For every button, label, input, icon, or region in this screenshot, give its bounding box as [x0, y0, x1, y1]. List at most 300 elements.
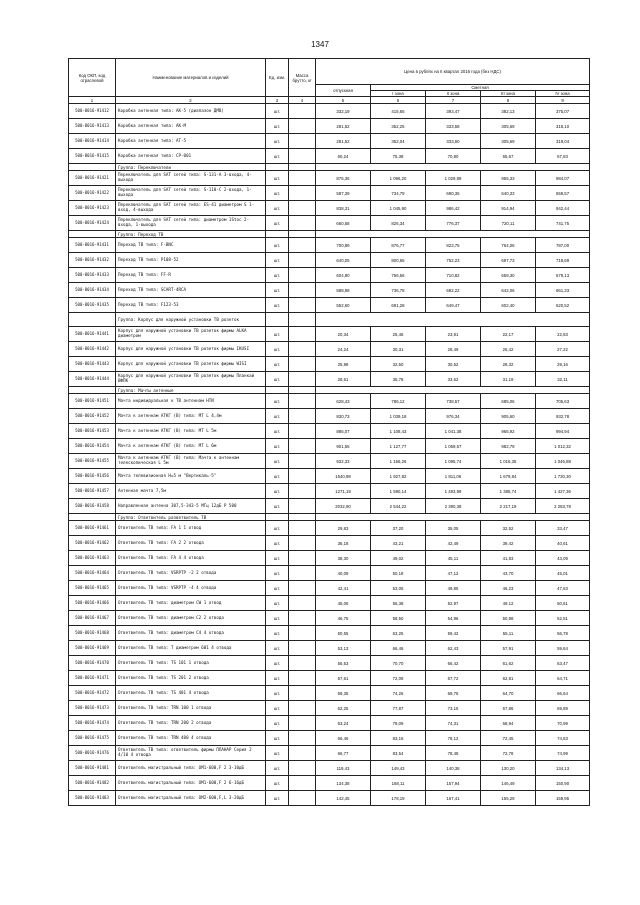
item-code: 500-8016-91443 — [69, 357, 116, 372]
price-zone4: 69,89 — [536, 701, 590, 716]
item-mass — [289, 171, 316, 186]
price-zone4: 932,78 — [536, 409, 590, 424]
price-release: 28,61 — [316, 372, 371, 387]
table-row — [69, 484, 590, 499]
table-row — [69, 566, 590, 581]
item-unit: шт. — [266, 581, 289, 596]
col-number: 8 — [481, 97, 536, 104]
item-unit: шт. — [266, 611, 289, 626]
item-name: Ответвитель магистральный типа: ОМ1-600,F 2 6-16дБ — [116, 776, 266, 791]
price-zone4: 33,47 — [536, 521, 590, 536]
price-release: 40,09 — [316, 566, 371, 581]
item-unit: шт. — [266, 656, 289, 671]
price-zone4: 74,99 — [536, 746, 590, 761]
header-price-title: Цена в рублях на II квартал 2016 года (без НДС) — [316, 59, 590, 85]
col-number: 6 — [371, 97, 426, 104]
price-zone4: 1 012,32 — [536, 439, 590, 454]
item-mass — [289, 439, 316, 454]
price-zone1: 756,56 — [371, 268, 426, 283]
price-zone1: 53,05 — [371, 581, 426, 596]
item-name: Переключатель для SAT сетей типа: ES-41 диаметром S 1-вход, 4-выхода — [116, 201, 266, 216]
item-mass — [289, 134, 316, 149]
table-row — [69, 216, 590, 231]
item-code: 500-8016-91421 — [69, 171, 116, 186]
item-mass — [289, 424, 316, 439]
item-mass — [289, 731, 316, 746]
item-unit: шт. — [266, 342, 289, 357]
price-zone3: 55,11 — [481, 626, 536, 641]
item-mass — [289, 104, 316, 119]
price-zone4: 22,83 — [536, 327, 590, 342]
item-name: Переход ТВ типа: FF-R — [116, 268, 266, 283]
group-mass-cell — [289, 313, 316, 327]
item-mass — [289, 761, 316, 776]
item-mass — [289, 469, 316, 484]
price-zone4: 40,61 — [536, 536, 590, 551]
item-mass — [289, 149, 316, 164]
table-row — [69, 119, 590, 134]
item-name: Мачта к антеннам АТКГ (В) типа: МТ L 6м — [116, 439, 266, 454]
group-price-cell — [316, 313, 590, 327]
price-release: 604,90 — [316, 268, 371, 283]
price-zone1: 32,50 — [371, 357, 426, 372]
price-zone4: 1 046,88 — [536, 454, 590, 469]
item-name: Переход ТВ типа: F123-53 — [116, 298, 266, 313]
price-zone1: 35,78 — [371, 372, 426, 387]
price-zone2: 690,35 — [426, 186, 481, 201]
item-unit: шт. — [266, 469, 289, 484]
item-name: Направленная антенна 307,5-343-5 МГц 12дБ Р 500 — [116, 499, 266, 514]
item-unit: шт. — [266, 283, 289, 298]
item-name: Переключатель для SAT сетей типа: диаметром 1Stoс 2-входа, 1-выхода — [116, 216, 266, 231]
item-unit: шт. — [266, 186, 289, 201]
item-code: 500-8016-91434 — [69, 283, 116, 298]
item-name: Ответвитель ТВ типа: TS 401 4 отвода — [116, 686, 266, 701]
item-unit: шт. — [266, 372, 289, 387]
item-mass — [289, 566, 316, 581]
price-zone4: 47,63 — [536, 581, 590, 596]
item-unit: шт. — [266, 671, 289, 686]
item-name: Корпус для наружной установки ТВ розеток фирмы ALKA диаметром — [116, 327, 266, 342]
item-unit: шт. — [266, 134, 289, 149]
group-row — [69, 164, 590, 171]
group-mass-cell — [289, 514, 316, 521]
table-row — [69, 268, 590, 283]
table-row — [69, 536, 590, 551]
item-mass — [289, 656, 316, 671]
item-name: Ответвитель ТВ типа: диаметром CW 1 отвод — [116, 596, 266, 611]
item-mass — [289, 611, 316, 626]
price-zone1: 178,19 — [371, 791, 426, 806]
price-zone2: 66,42 — [426, 656, 481, 671]
item-name: Ответвитель ТВ типа: VSRPTP -4 4 отвода — [116, 581, 266, 596]
price-release: 50,55 — [316, 626, 371, 641]
price-zone1: 2 544,22 — [371, 499, 426, 514]
price-zone4: 661,33 — [536, 283, 590, 298]
item-code: 500-8016-91431 — [69, 238, 116, 253]
price-release: 24,24 — [316, 342, 371, 357]
price-zone2: 167,41 — [426, 791, 481, 806]
item-code: 500-8016-91474 — [69, 716, 116, 731]
group-name: Группа: Мачты антенные — [116, 387, 266, 394]
price-zone4: 63,47 — [536, 656, 590, 671]
price-zone2: 33,62 — [426, 372, 481, 387]
price-release: 281,52 — [316, 134, 371, 149]
table-row — [69, 641, 590, 656]
header-zone1: I зона — [371, 91, 426, 97]
price-zone4: 67,83 — [536, 149, 590, 164]
price-zone3: 41,83 — [481, 551, 536, 566]
price-zone3: 65,67 — [481, 149, 536, 164]
table-row — [69, 701, 590, 716]
price-zone2: 976,34 — [426, 409, 481, 424]
item-mass — [289, 499, 316, 514]
table-row — [69, 327, 590, 342]
price-zone1: 826,34 — [371, 216, 426, 231]
price-release: 281,52 — [316, 119, 371, 134]
price-release: 700,89 — [316, 238, 371, 253]
item-mass — [289, 536, 316, 551]
price-zone2: 73,15 — [426, 701, 481, 716]
price-zone3: 720,11 — [481, 216, 536, 231]
price-zone2: 69,76 — [426, 686, 481, 701]
table-row — [69, 201, 590, 216]
price-zone3: 955,33 — [481, 171, 536, 186]
item-code: 500-8016-91455 — [69, 454, 116, 469]
item-mass — [289, 484, 316, 499]
item-code: 500-8016-91452 — [69, 409, 116, 424]
item-code: 500-8016-91476 — [69, 746, 116, 761]
table-row — [69, 253, 590, 268]
item-code: 500-8016-91424 — [69, 216, 116, 231]
price-zone1: 63,25 — [371, 626, 426, 641]
price-release: 587,39 — [316, 186, 371, 201]
price-release: 2032,90 — [316, 499, 371, 514]
item-unit: шт. — [266, 454, 289, 469]
price-zone1: 83,15 — [371, 731, 426, 746]
item-code: 500-8016-91471 — [69, 671, 116, 686]
price-zone4: 984,07 — [536, 171, 590, 186]
item-code: 500-8016-91462 — [69, 536, 116, 551]
item-code: 500-8016-91466 — [69, 596, 116, 611]
price-release: 588,98 — [316, 283, 371, 298]
price-zone1: 66,46 — [371, 641, 426, 656]
table-row — [69, 149, 590, 164]
price-zone3: 982,79 — [481, 439, 536, 454]
price-zone4: 718,69 — [536, 253, 590, 268]
item-unit: шт. — [266, 551, 289, 566]
price-zone3: 155,29 — [481, 791, 536, 806]
price-release: 1540,98 — [316, 469, 371, 484]
price-release: 66,46 — [316, 731, 371, 746]
price-zone4: 43,09 — [536, 551, 590, 566]
price-zone1: 352,04 — [371, 134, 426, 149]
item-mass — [289, 521, 316, 536]
price-zone1: 74,26 — [371, 686, 426, 701]
col-number: 2 — [116, 97, 266, 104]
item-code: 500-8016-91457 — [69, 484, 116, 499]
price-zone3: 764,06 — [481, 238, 536, 253]
price-zone2: 70,80 — [426, 149, 481, 164]
group-mass-cell — [289, 231, 316, 238]
price-zone1: 30,31 — [371, 342, 426, 357]
price-zone3: 64,70 — [481, 686, 536, 701]
price-zone4: 659,57 — [536, 186, 590, 201]
item-code: 500-8016-91441 — [69, 327, 116, 342]
col-number: 5 — [316, 97, 371, 104]
item-name: Ответвитель ТВ типа: FA 2 2 отвода — [116, 536, 266, 551]
item-name: Мачта телевизионная Н=5 м "Вертикаль-5" — [116, 469, 266, 484]
group-unit-cell — [266, 164, 289, 171]
price-release: 45,06 — [316, 596, 371, 611]
price-zone1: 72,09 — [371, 671, 426, 686]
price-zone4: 741,75 — [536, 216, 590, 231]
item-mass — [289, 327, 316, 342]
item-mass — [289, 626, 316, 641]
item-unit: шт. — [266, 253, 289, 268]
price-release: 60,24 — [316, 149, 371, 164]
group-unit-cell — [266, 387, 289, 394]
item-name: Мачта к антеннам АТКГ (В) типа: МТ L 4,4м — [116, 409, 266, 424]
item-unit: шт. — [266, 566, 289, 581]
item-code: 500-8016-91433 — [69, 268, 116, 283]
item-unit: шт. — [266, 357, 289, 372]
price-zone2: 23,91 — [426, 327, 481, 342]
price-zone2: 54,96 — [426, 611, 481, 626]
price-release: 56,53 — [316, 656, 371, 671]
item-name: Ответвитель ТВ типа: TRN 400 4 отвода — [116, 731, 266, 746]
column-numbers-row — [69, 97, 590, 104]
item-name: Мачта к антеннам АТКГ (В) типа: Мачта к антеннам телескопическая L 5м — [116, 454, 266, 469]
item-name: Ответвитель ТВ типа: Т диаметром 601 4 отвода — [116, 641, 266, 656]
price-zone1: 1 045,90 — [371, 201, 426, 216]
table-row — [69, 626, 590, 641]
price-zone4: 2 283,78 — [536, 499, 590, 514]
price-zone1: 149,43 — [371, 761, 426, 776]
price-release: 63,24 — [316, 716, 371, 731]
group-name: Группа: Корпус для наружной установки ТВ розеток — [116, 313, 266, 327]
group-unit-cell — [266, 514, 289, 521]
table-row — [69, 238, 590, 253]
item-mass — [289, 186, 316, 201]
price-zone2: 35,05 — [426, 521, 481, 536]
group-unit-cell — [266, 313, 289, 327]
item-mass — [289, 701, 316, 716]
item-unit: шт. — [266, 484, 289, 499]
item-code: 500-8016-91461 — [69, 521, 116, 536]
price-release: 46,75 — [316, 611, 371, 626]
col-number: 1 — [69, 97, 116, 104]
item-unit: шт. — [266, 626, 289, 641]
item-name: Антенная мачта 7,5м — [116, 484, 266, 499]
price-zone2: 49,85 — [426, 581, 481, 596]
header-name: Наименование материалов и изделий — [116, 59, 266, 97]
item-unit: шт. — [266, 424, 289, 439]
price-release: 59,35 — [316, 686, 371, 701]
table-row — [69, 521, 590, 536]
price-zone2: 1 493,99 — [426, 484, 481, 499]
table-row — [69, 581, 590, 596]
price-zone1: 1 590,14 — [371, 484, 426, 499]
price-release: 25,98 — [316, 357, 371, 372]
table-row — [69, 134, 590, 149]
item-name: Ответвитель ТВ типа: VSRPTP -2 2 отвода — [116, 566, 266, 581]
price-zone2: 59,42 — [426, 626, 481, 641]
group-price-cell — [316, 514, 590, 521]
item-unit: шт. — [266, 119, 289, 134]
price-zone2: 28,49 — [426, 342, 481, 357]
price-release: 119,43 — [316, 761, 371, 776]
item-code: 500-8016-91458 — [69, 499, 116, 514]
item-code: 500-8016-91475 — [69, 731, 116, 746]
item-mass — [289, 454, 316, 469]
item-mass — [289, 641, 316, 656]
price-zone1: 56,38 — [371, 596, 426, 611]
item-unit: шт. — [266, 701, 289, 716]
table-row — [69, 746, 590, 761]
item-unit: шт. — [266, 238, 289, 253]
item-unit: шт. — [266, 731, 289, 746]
price-release: 57,61 — [316, 671, 371, 686]
col-number: 4 — [289, 97, 316, 104]
item-code: 500-8016-91444 — [69, 372, 116, 387]
item-name: Ответвитель ТВ типа: TS 201 2 отвода — [116, 671, 266, 686]
price-zone3: 305,69 — [481, 134, 536, 149]
item-name: Переключатель для SAT сетей типа: S-110-C 2-входа, 1-выхода — [116, 186, 266, 201]
price-zone3: 49,12 — [481, 596, 536, 611]
price-zone3: 57,91 — [481, 641, 536, 656]
price-zone3: 965,92 — [481, 424, 536, 439]
price-zone3: 1 679,84 — [481, 469, 536, 484]
item-code: 500-8016-91414 — [69, 134, 116, 149]
price-zone2: 823,75 — [426, 238, 481, 253]
price-zone1: 1 166,26 — [371, 454, 426, 469]
group-unit-cell — [266, 231, 289, 238]
price-zone1: 1 108,43 — [371, 424, 426, 439]
item-unit: шт. — [266, 268, 289, 283]
item-unit: шт. — [266, 716, 289, 731]
price-zone3: 46,23 — [481, 581, 536, 596]
price-release: 876,36 — [316, 171, 371, 186]
price-zone4: 318,04 — [536, 134, 590, 149]
item-code: 500-8016-91482 — [69, 776, 116, 791]
group-row — [69, 514, 590, 521]
table-row — [69, 298, 590, 313]
table-row — [69, 551, 590, 566]
table-row — [69, 469, 590, 484]
price-zone4: 787,00 — [536, 238, 590, 253]
price-zone3: 61,62 — [481, 656, 536, 671]
price-zone3: 31,19 — [481, 372, 536, 387]
group-code-cell — [69, 164, 116, 171]
price-zone4: 27,22 — [536, 342, 590, 357]
table-row — [69, 776, 590, 791]
item-name: Ответвитель ТВ типа: диаметром C2 2 отвода — [116, 611, 266, 626]
group-row — [69, 231, 590, 238]
price-zone4: 45,01 — [536, 566, 590, 581]
item-unit: шт. — [266, 394, 289, 409]
item-unit: шт. — [266, 409, 289, 424]
item-code: 500-8016-91469 — [69, 641, 116, 656]
price-zone1: 79,09 — [371, 716, 426, 731]
price-zone3: 68,94 — [481, 716, 536, 731]
item-name: Коробка антенная типа: AK-M — [116, 119, 266, 134]
price-zone1: 77,87 — [371, 701, 426, 716]
price-zone2: 333,58 — [426, 119, 481, 134]
price-zone3: 382,13 — [481, 104, 536, 119]
table-row — [69, 596, 590, 611]
price-zone1: 75,38 — [371, 149, 426, 164]
item-name: Ответвитель магистральный типа: ОМ2-600,F,L 3-20дБ — [116, 791, 266, 806]
item-name: Мачта к антеннам АТКГ (В) типа: МТ L 5м — [116, 424, 266, 439]
price-zone3: 50,98 — [481, 611, 536, 626]
table-row — [69, 171, 590, 186]
item-code: 500-8016-91456 — [69, 469, 116, 484]
price-zone3: 130,20 — [481, 761, 536, 776]
table-row — [69, 761, 590, 776]
price-zone1: 43,21 — [371, 536, 426, 551]
group-code-cell — [69, 514, 116, 521]
group-mass-cell — [289, 164, 316, 171]
price-zone2: 333,60 — [426, 134, 481, 149]
item-code: 500-8016-91413 — [69, 119, 116, 134]
price-zone4: 159,95 — [536, 791, 590, 806]
table-row — [69, 186, 590, 201]
price-zone3: 26,42 — [481, 342, 536, 357]
group-row — [69, 387, 590, 394]
table-row — [69, 671, 590, 686]
price-release: 66,77 — [316, 746, 371, 761]
header-mass: Масса брутто, кг — [289, 59, 316, 97]
price-release: 134,38 — [316, 776, 371, 791]
item-mass — [289, 394, 316, 409]
price-zone2: 1 029,89 — [426, 171, 481, 186]
price-zone2: 47,12 — [426, 566, 481, 581]
price-zone3: 43,70 — [481, 566, 536, 581]
item-unit: шт. — [266, 761, 289, 776]
item-mass — [289, 298, 316, 313]
price-zone3: 146,49 — [481, 776, 536, 791]
price-zone2: 393,47 — [426, 104, 481, 119]
item-mass — [289, 746, 316, 761]
price-zone4: 1 730,30 — [536, 469, 590, 484]
price-zone3: 305,69 — [481, 119, 536, 134]
item-name: Ответвитель магистральный типа: ОМ1-600,F 2 3-10дБ — [116, 761, 266, 776]
price-zone3: 905,60 — [481, 409, 536, 424]
col-number: 9 — [536, 97, 590, 104]
price-zone4: 29,16 — [536, 357, 590, 372]
price-zone3: 28,32 — [481, 357, 536, 372]
item-code: 500-8016-91467 — [69, 611, 116, 626]
item-mass — [289, 409, 316, 424]
price-zone2: 78,48 — [426, 746, 481, 761]
price-zone1: 168,11 — [371, 776, 426, 791]
item-mass — [289, 238, 316, 253]
price-zone4: 66,64 — [536, 686, 590, 701]
item-unit: шт. — [266, 216, 289, 231]
item-code: 500-8016-91451 — [69, 394, 116, 409]
price-zone1: 736,78 — [371, 283, 426, 298]
price-zone2: 45,11 — [426, 551, 481, 566]
item-unit: шт. — [266, 327, 289, 342]
price-zone4: 375,07 — [536, 104, 590, 119]
table-row — [69, 394, 590, 409]
price-zone1: 1 039,18 — [371, 409, 426, 424]
item-code: 500-8016-91473 — [69, 701, 116, 716]
price-zone2: 2 390,38 — [426, 499, 481, 514]
item-mass — [289, 776, 316, 791]
price-zone1: 70,70 — [371, 656, 426, 671]
